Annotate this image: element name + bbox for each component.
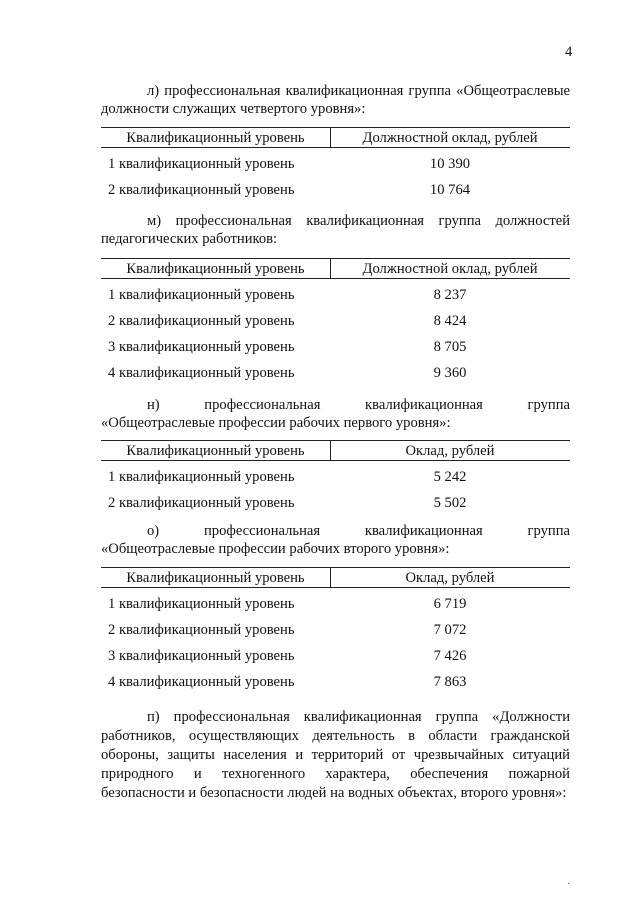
- row-level: 2 квалификационный уровень: [108, 622, 295, 638]
- table-row: [101, 595, 570, 621]
- row-salary: 10 390: [429, 156, 471, 172]
- row-salary: 7 072: [433, 622, 467, 638]
- table-row: [101, 468, 570, 494]
- section-p-paragraph: п) профессиональная квалификационная группа «Должности работников, осуществляющих деятельность в области гражданской обороны, защиты населения и территорий от чрезвычайных ситуаций природного и техногенного характера, обеспечения пожарной безопасности и безопасности людей на водных объектах, второго уровня»:: [101, 709, 570, 801]
- section-l-title-line1: л) профессиональная квалификационная группа «Общеотраслевые: [147, 83, 570, 99]
- table-header: [101, 440, 570, 461]
- row-salary: 8 237: [433, 287, 467, 303]
- page-number: 4: [565, 44, 573, 60]
- section-o-title-line1: о) профессиональная квалификационная группа: [147, 523, 570, 539]
- header-salary: Оклад, рублей: [405, 570, 495, 586]
- row-salary: 8 424: [433, 313, 467, 329]
- row-salary: 6 719: [433, 596, 467, 612]
- section-m-title-line1: м) профессиональная квалификационная группа должностей: [147, 213, 570, 229]
- table-header: [101, 567, 570, 588]
- row-level: 1 квалификационный уровень: [108, 596, 295, 612]
- table-row: [101, 647, 570, 673]
- row-salary: 8 705: [433, 339, 467, 355]
- section-l-table: [101, 127, 570, 207]
- header-level: Квалификационный уровень: [126, 261, 305, 277]
- header-level: Квалификационный уровень: [126, 570, 305, 586]
- row-level: 1 квалификационный уровень: [108, 469, 295, 485]
- row-salary: 7 863: [433, 674, 467, 690]
- section-l-title: [101, 82, 570, 118]
- section-o-title: [101, 522, 570, 558]
- table-row: [101, 312, 570, 338]
- row-level: 1 квалификационный уровень: [108, 287, 295, 303]
- header-salary: Должностной оклад, рублей: [362, 261, 538, 277]
- table-row: [101, 494, 570, 520]
- table-row: [101, 181, 570, 207]
- row-level: 4 квалификационный уровень: [108, 365, 295, 381]
- header-salary: Оклад, рублей: [405, 443, 495, 459]
- row-salary: 9 360: [433, 365, 467, 381]
- scan-speck: ·: [567, 879, 571, 890]
- row-level: 3 квалификационный уровень: [108, 648, 295, 664]
- table-row: [101, 621, 570, 647]
- table-row: [101, 286, 570, 312]
- row-level: 2 квалификационный уровень: [108, 313, 295, 329]
- section-n-title-line1: н) профессиональная квалификационная группа: [147, 397, 570, 413]
- table-row: [101, 364, 570, 390]
- section-n-title-line2: «Общеотраслевые профессии рабочих первого уровня»:: [101, 415, 451, 431]
- section-o-title-line2: «Общеотраслевые профессии рабочих второго уровня»:: [101, 541, 450, 557]
- section-o-table: [101, 567, 570, 699]
- row-salary: 5 502: [433, 495, 467, 511]
- section-n-title: [101, 396, 570, 432]
- table-header: [101, 258, 570, 279]
- table-row: [101, 338, 570, 364]
- row-level: 1 квалификационный уровень: [108, 156, 295, 172]
- table-row: [101, 155, 570, 181]
- section-m-title-line2: педагогических работников:: [101, 231, 278, 247]
- section-m-table: [101, 258, 570, 390]
- row-level: 4 квалификационный уровень: [108, 674, 295, 690]
- row-level: 2 квалификационный уровень: [108, 182, 295, 198]
- table-row: [101, 673, 570, 699]
- header-level: Квалификационный уровень: [126, 130, 305, 146]
- table-header: [101, 127, 570, 148]
- row-salary: 7 426: [433, 648, 467, 664]
- row-level: 3 квалификационный уровень: [108, 339, 295, 355]
- header-level: Квалификационный уровень: [126, 443, 305, 459]
- section-m-title: [101, 212, 570, 248]
- row-salary: 5 242: [433, 469, 467, 485]
- row-level: 2 квалификационный уровень: [108, 495, 295, 511]
- row-salary: 10 764: [429, 182, 471, 198]
- section-l-title-line2: должности служащих четвертого уровня»:: [101, 101, 366, 117]
- section-n-table: [101, 440, 570, 520]
- header-salary: Должностной оклад, рублей: [362, 130, 538, 146]
